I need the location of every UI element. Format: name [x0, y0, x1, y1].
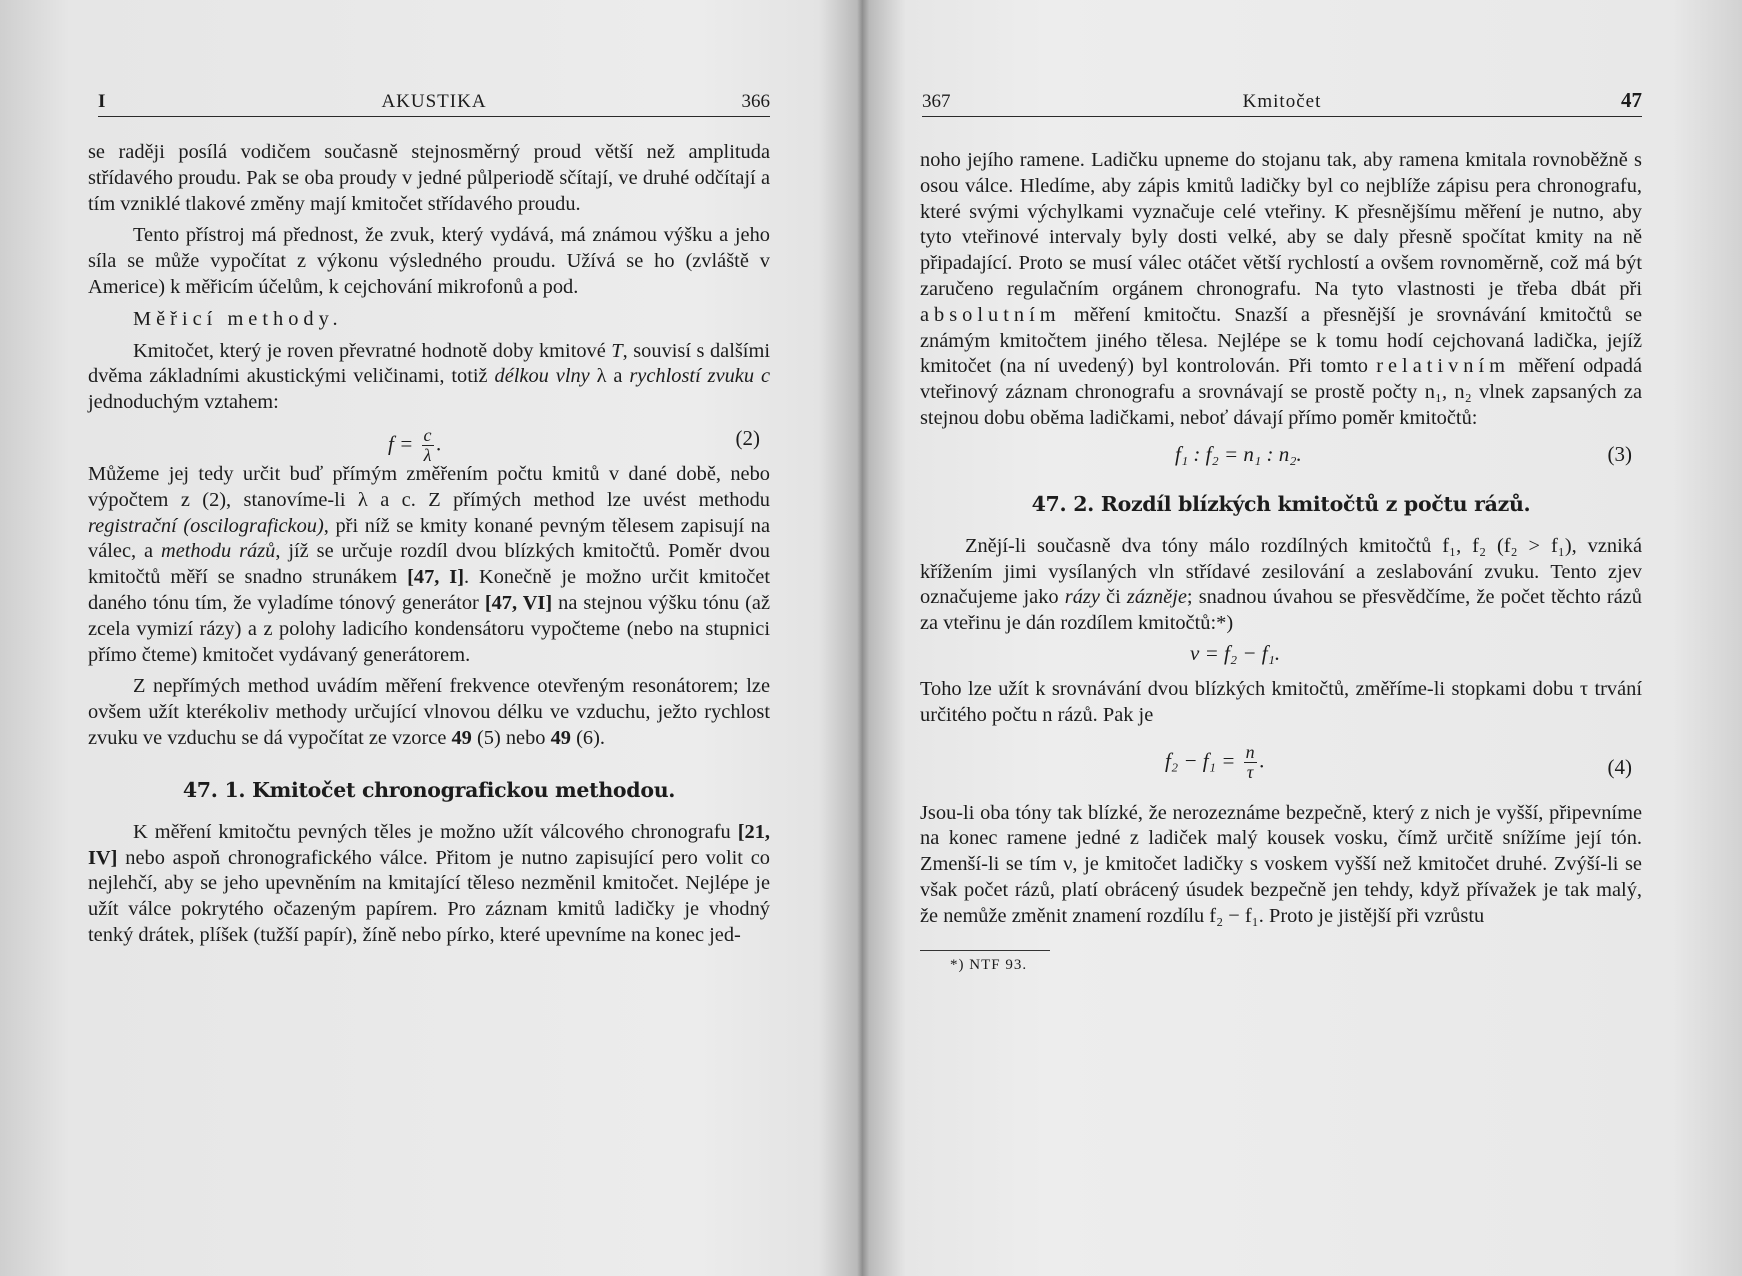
- footnote: *) NTF 93.: [950, 956, 1028, 973]
- equation-number: (2): [735, 425, 760, 450]
- left-page-header: [98, 88, 770, 117]
- paragraph: Z nepřímých method uvádím měření frekvence otevřeným resonátorem; lze ovšem užít kterékoliv methody určující vlnovou délku ve vzduchu, ježto rychlost zvuku ve vzduchu se dá vypočítat ze vzorce 49 (5) nebo 49 (6).: [88, 675, 770, 749]
- equation-2: f = $\frac{c}{\lambda}$ . (2): [388, 424, 760, 465]
- paragraph: noho jejího ramene. Ladičku upneme do stojanu tak, aby ramena kmitala rovnoběžně s osou válce. Hledíme, aby zápis kmitů ladičky byl co nejblíže zápisu pera chronografu, které svými výchylkami vyznačuje celé vteřiny. K přesnějšímu měření je nutno, aby tyto vteřinové intervaly byly dosti velké, aby se daly přesně spočítat kmity na ně připadající. Proto se musí válec otáčet větší rychlostí a ovšem rovnoměrně, což má být zaručeno regulačním orgánem chronografu. Na tyto vlastnosti je třeba dbát při absolutním měření kmitočtu. Snazší a přesnější je srovnávání kmitočtů se známým kmitočtem jiného tělesa. Nejlépe se k tomu hodí cejchovaná ladička, jejíž kmitočet (na ní uvedený) byl kontrolován. Při tomto relativním měření odpadá vteřinový záznam chronografu a srovnávají se prostě počty n₁, n₂ vlnek zapsaných za stejnou dobu oběma ladičkami, neboť dávají přímo poměr kmitočtů:: [920, 149, 1642, 429]
- equation-expression: ν = f₂ − f₁.: [1190, 640, 1281, 665]
- running-title: AKUSTIKA: [381, 91, 487, 112]
- equation-number: (4): [1607, 754, 1632, 779]
- section-title: 47. 1. Kmitočet chronografickou methodou.: [182, 777, 676, 802]
- running-title: Kmitočet: [1242, 91, 1322, 112]
- methods-heading: Měřicí methody.: [133, 307, 343, 330]
- equation-lhs: f₂ − f₁ =: [1165, 747, 1236, 772]
- paragraph: Toho lze užít k srovnávání dvou blízkých kmitočtů, změříme-li stopkami dobu τ trvání určitého počtu n rázů. Pak je: [920, 677, 1642, 726]
- equation-4: f₂ − f₁ = $\frac{n}{\tau}$ . (4): [1165, 741, 1632, 782]
- fraction: $\frac{c}{\lambda}$: [423, 424, 432, 465]
- paragraph: se raději posílá vodičem současně stejnosměrný proud větší než amplituda střídavého proudu. Pak se oba proudy v jedné půlperiodě sčítají, ve druhé odčítají a tím vzniklé tlakové změny mají kmitočet střídavého proudu.: [88, 141, 770, 215]
- equation-lhs: f =: [388, 431, 414, 456]
- paragraph: Kmitočet, který je roven převratné hodnotě doby kmitové T, souvisí s dalšími dvěma základními akustickými veličinami, totiž délkou vlny λ a rychlostí zvuku c jednoduchým vztahem:: [88, 339, 771, 414]
- equation-number: (3): [1607, 441, 1632, 466]
- left-page: [0, 0, 865, 1276]
- paragraph: Tento přístroj má přednost, že zvuk, který vydává, má známou výšku a jeho síla se může vypočítat z výkonu výsledného proudu. Užívá se ho (zvláště v Americe) k měřicím účelům, k cejchování mikrofonů a pod.: [88, 224, 770, 298]
- footnote-rule: [920, 950, 1050, 951]
- fraction: $\frac{n}{\tau}$: [1245, 741, 1255, 782]
- chapter-number: I: [98, 91, 106, 112]
- equation-expression: f₁ : f₂ = n₁ : n₂.: [1175, 441, 1302, 466]
- paragraph: Znějí-li současně dva tóny málo rozdílných kmitočtů f₁, f₂ (f₂ > f₁), vzniká křížením jimi vysílaných vln střídavé zesilování a zeslabování zvuku. Tento zjev označujeme jako rázy či zázněje; snadnou úvahou se přesvědčíme, že počet těchto rázů za vteřinu je dán rozdílem kmitočtů:*): [920, 534, 1642, 635]
- paragraph: K měření kmitočtu pevných těles je možno užít válcového chronografu [21, IV] nebo aspoň chronografického válce. Přitom je nutno zapisující pero volit co nejlehčí, aby se jeho upevněním na kmitající těleso nezměnil kmitočet. Nejlépe je užít válce pokrytého očazeným papírem. Pro záznam kmitů ladičky je vhodný tenký drátek, plíšek (tužší papír), žíně nebo pírko, které upevníme na konec jed-: [88, 820, 770, 946]
- left-page-body: [88, 140, 770, 949]
- right-page-header: [922, 88, 1642, 117]
- paragraph: Můžeme jej tedy určit buď přímým změřením počtu kmitů v dané době, nebo výpočtem z (2), stanovíme-li λ a c. Z přímých method lze uvést methodu registrační (oscilografickou), při níž se kmity konané pevným tělesem zapisují na válec, a methodu rázů, jíž se určuje rozdíl dvou blízkých kmitočtů. Poměr dvou kmitočtů měří se snadno strunákem [47, I]. Konečně je možno určit kmitočet daného tónu tím, že vyladíme tónový generátor [47, VI] na stejnou výšku tónu (až zcela vymizí rázy) a z polohy ladicího kondensátoru vypočteme (nebo na stupnici přímo čteme) kmitočet vydávaný generátorem.: [88, 462, 771, 666]
- right-page-body: [920, 148, 1642, 974]
- right-page: [866, 0, 1742, 1276]
- section-number: 47: [1621, 88, 1642, 112]
- paragraph: Jsou-li oba tóny tak blízké, že nerozeznáme bezpečně, který z nich je vyšší, připevníme na konec ramene jedné z ladiček malý kousek vosku, čímž určitě snížíme její tón. Zmenší-li se tím ν, je kmitočet ladičky s voskem vyšší než kmitočet druhé. Zvýší-li se však počet rázů, platí obrácený úsudek bezpečně jen tehdy, když přívažek je tak malý, že nemůže změnit znamení rozdílu f₂ − f₁. Proto je jistější při vzrůstu: [920, 801, 1642, 927]
- section-title: 47. 2. Rozdíl blízkých kmitočtů z počtu rázů.: [1031, 491, 1531, 516]
- equation-nu: [920, 637, 1642, 677]
- equation-3: [920, 432, 1642, 478]
- page-number: 366: [741, 91, 770, 112]
- page-number: 367: [922, 91, 951, 112]
